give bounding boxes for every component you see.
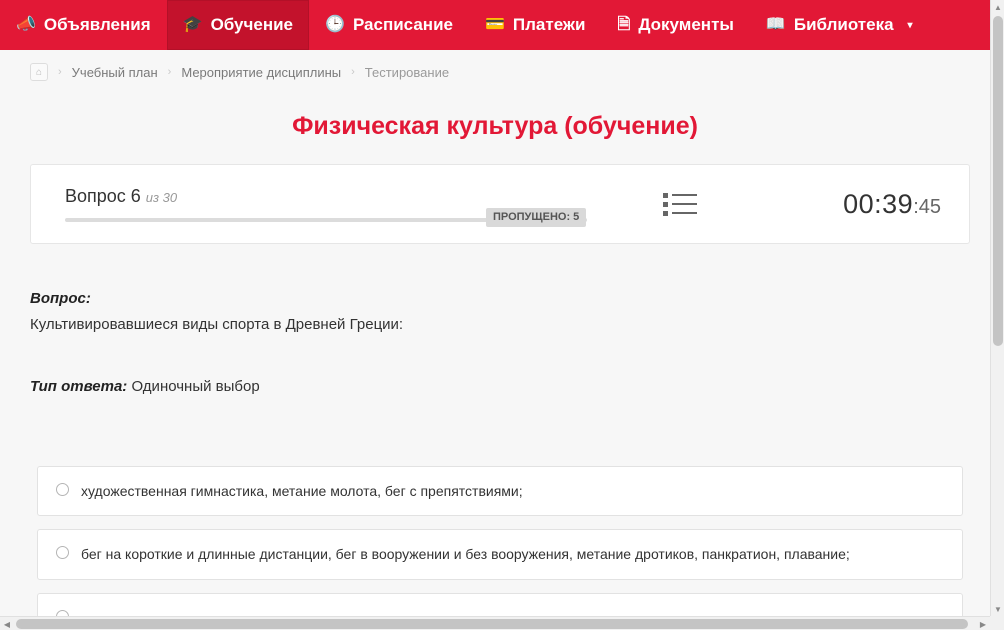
question-number: [65, 186, 591, 207]
document-icon: 🗎: [617, 16, 631, 33]
answer-type-block: [30, 378, 970, 395]
scroll-right-icon[interactable]: ▶: [979, 619, 987, 629]
question-total-label: из 30: [145, 190, 178, 205]
home-icon[interactable]: ⌂: [30, 63, 48, 81]
graduation-cap-icon: 🎓: [182, 16, 203, 33]
nav-label-documents: Документы: [638, 15, 734, 34]
question-label: Вопрос:: [30, 290, 91, 307]
scroll-up-icon[interactable]: ▲: [994, 2, 1002, 12]
breadcrumb-item-curriculum[interactable]: Учебный план: [71, 64, 158, 80]
megaphone-icon: 📣: [16, 16, 36, 33]
skipped-badge: ПРОПУЩЕНО: 5: [486, 208, 586, 227]
breadcrumb-separator: ›: [167, 66, 172, 78]
nav-item-education[interactable]: [167, 0, 309, 50]
card-icon: 💳: [484, 16, 505, 33]
option-label: бег на короткие и длинные дистанции, бег в вооружении и без вооружения, метание дротиков, панкратион, плавание;: [81, 546, 850, 563]
scroll-down-icon[interactable]: ▼: [994, 604, 1002, 614]
breadcrumb-item-testing: Тестирование: [364, 64, 450, 80]
list-item[interactable]: [37, 466, 963, 516]
question-number-label: Вопрос 6: [65, 186, 141, 206]
nav-label-payments: Платежи: [512, 15, 586, 34]
answer-options: [37, 466, 963, 630]
chevron-down-icon[interactable]: ▾: [907, 19, 913, 31]
breadcrumb-separator: ›: [351, 66, 355, 78]
breadcrumb-separator: ›: [58, 66, 62, 78]
nav-item-schedule[interactable]: [309, 0, 469, 50]
timer-minutes: 00:39: [843, 188, 914, 219]
horizontal-scrollbar[interactable]: [0, 616, 1004, 630]
vertical-scroll-thumb[interactable]: [993, 16, 1003, 346]
nav-item-documents[interactable]: [601, 0, 749, 50]
question-progress-area: [31, 186, 591, 222]
scrollbar-corner: [990, 616, 1004, 630]
nav-item-payments[interactable]: [469, 0, 601, 50]
timer-seconds: :45: [913, 195, 941, 218]
nav-label-library: Библиотека: [793, 15, 894, 34]
breadcrumb-item-discipline-event[interactable]: Мероприятие дисциплины: [181, 64, 342, 80]
nav-label-announcements: Объявления: [43, 15, 151, 34]
nav-item-announcements[interactable]: [0, 0, 167, 50]
question-header-card: [30, 164, 970, 244]
book-icon: 📖: [765, 16, 786, 33]
horizontal-scroll-thumb[interactable]: [16, 619, 968, 629]
vertical-scrollbar[interactable]: [990, 0, 1004, 630]
nav-item-library[interactable]: [750, 0, 929, 50]
question-list-area: [591, 191, 769, 217]
radio-icon[interactable]: [56, 546, 69, 559]
nav-label-schedule: Расписание: [352, 15, 453, 34]
timer: [769, 189, 969, 220]
breadcrumb: [30, 58, 449, 86]
question-text: Культивировавшиеся виды спорта в Древней Греции:: [30, 316, 404, 333]
option-label: художественная гимнастика, метание молота, бег с препятствиями;: [81, 483, 523, 499]
answer-type-label: Тип ответа:: [30, 378, 128, 395]
scroll-left-icon[interactable]: ◀: [3, 619, 11, 629]
nav-label-education: Обучение: [210, 15, 294, 34]
radio-icon[interactable]: [56, 483, 69, 496]
question-block: [30, 290, 970, 333]
clock-icon: 🕒: [325, 16, 345, 33]
question-list-icon[interactable]: [663, 191, 697, 217]
main-navigation: [0, 0, 990, 50]
answer-type-value: Одиночный выбор: [131, 378, 260, 395]
list-item[interactable]: [37, 529, 963, 579]
page-title: Физическая культура (обучение): [292, 112, 698, 140]
